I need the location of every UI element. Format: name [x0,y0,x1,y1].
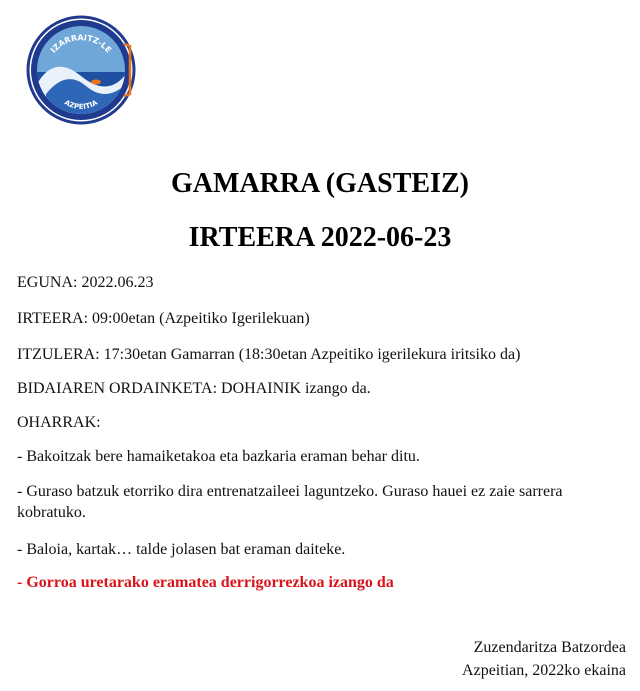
departure-line: IRTEERA: 09:00etan (Azpeitiko Igerilekuan) [17,310,310,327]
logo-bottom-text: AZPEITIA [63,98,99,111]
logo-top-text: IZARRAITZ-LE [48,33,114,55]
note-item-3: - Baloia, kartak… talde jolasen bat eraman daiteke. [17,541,346,558]
date-line: EGUNA: 2022.06.23 [17,274,154,291]
payment-line: BIDAIAREN ORDAINKETA: DOHAINIK izango da. [17,380,371,397]
notes-heading: OHARRAK: [17,414,101,431]
signature-place-date: Azpeitian, 2022ko ekaina [462,662,626,679]
document-subtitle: IRTEERA 2022-06-23 [188,222,452,253]
note-item-4 [17,572,626,593]
club-logo [26,14,136,126]
return-line: ITZULERA: 17:30etan Gamarran (18:30etan Azpeitiko igerilekura iritsiko da) [17,346,521,363]
document-title: GAMARRA (GASTEIZ) [171,168,469,199]
note-item-4-text: Gorroa uretarako eramatea derrigorrezkoa izango da [26,574,394,591]
note-item-1: - Bakoitzak bere hamaiketakoa eta bazkaria eraman behar ditu. [17,448,420,465]
signature-committee: Zuzendaritza Batzordea [473,639,626,656]
note-item-4-dash: - [17,574,27,591]
note-item-2: - Guraso batzuk etorriko dira entrenatzaileei laguntzeko. Guraso hauei ez zaie sarrera kobratuko. [17,483,563,521]
